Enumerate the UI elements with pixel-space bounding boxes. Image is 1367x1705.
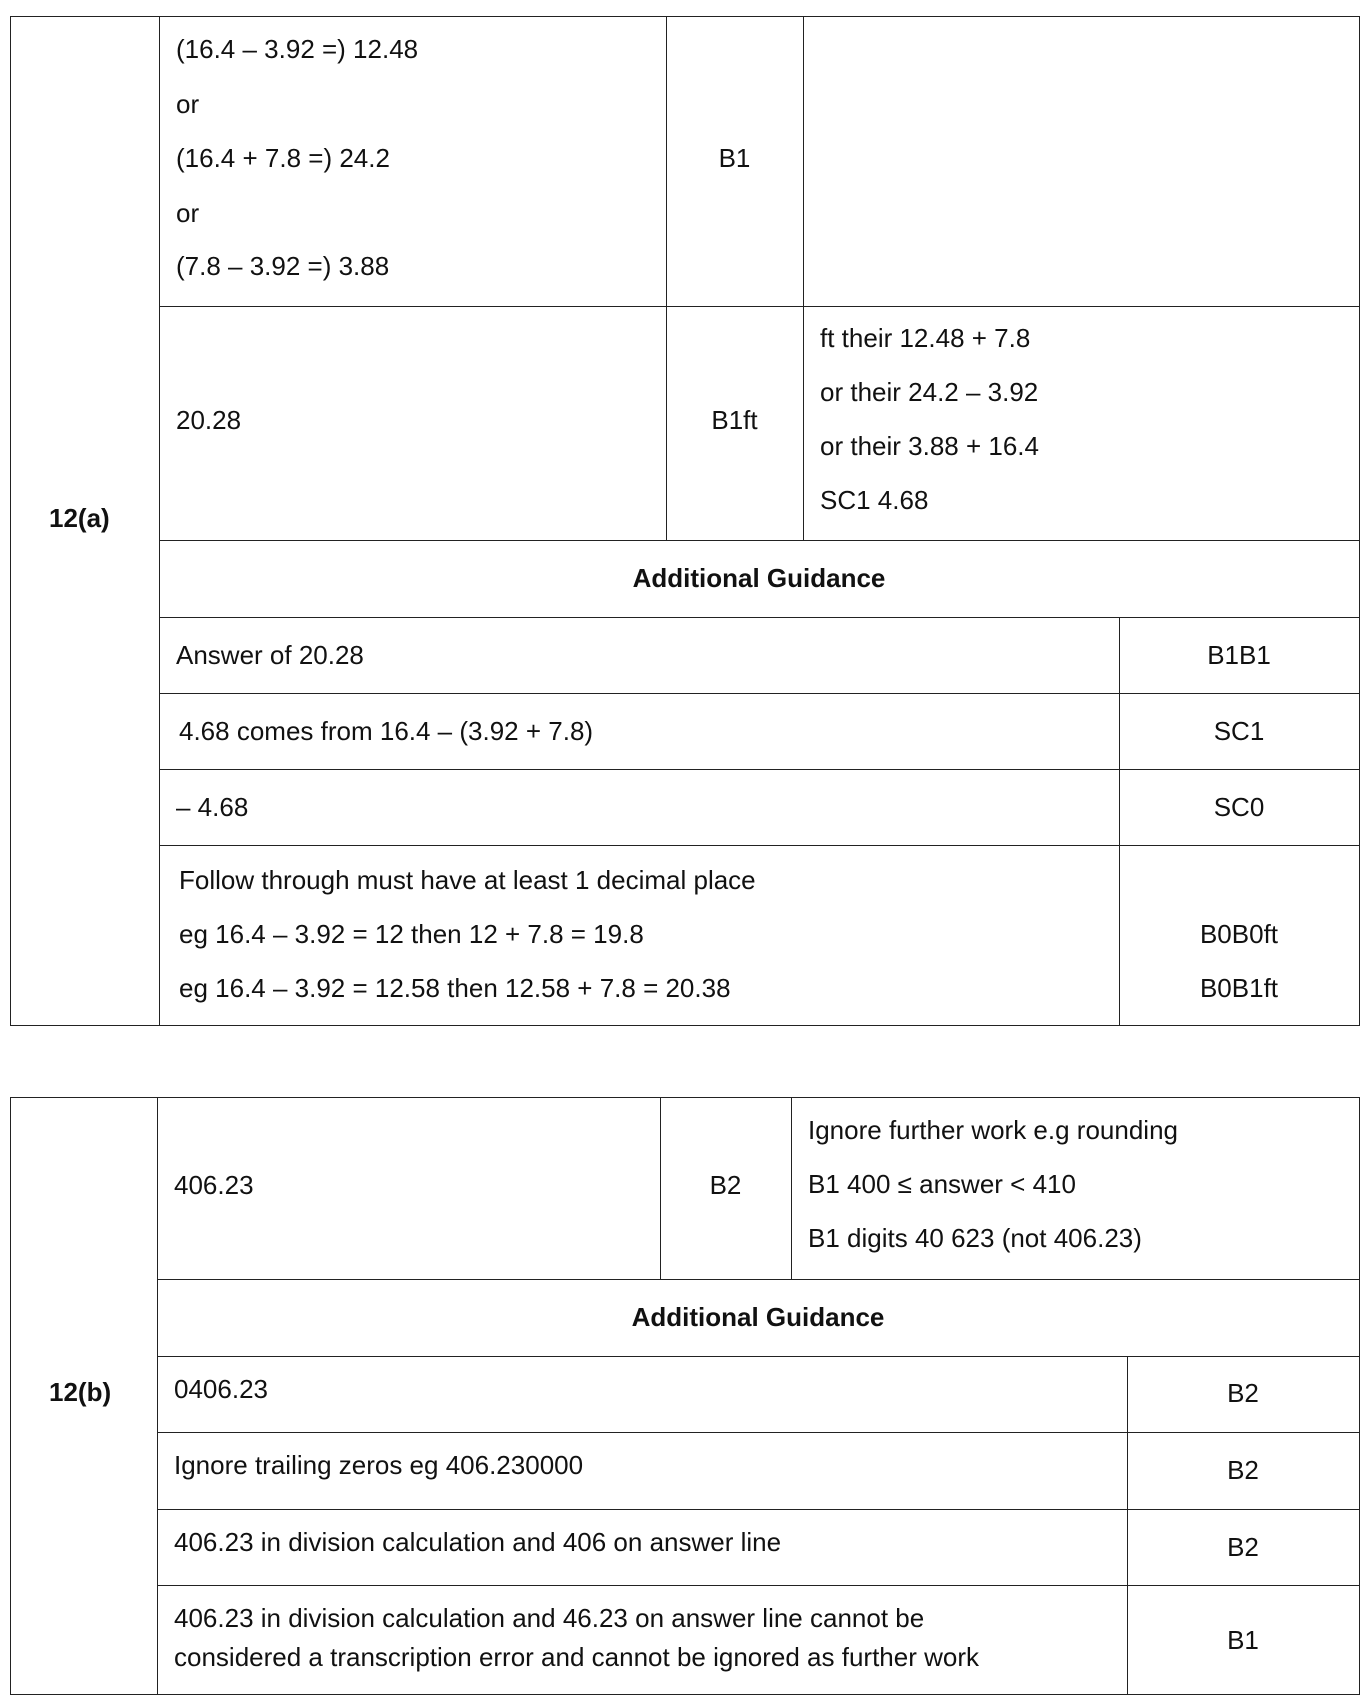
guidance-mark: B2	[1227, 1378, 1259, 1408]
guidance-text: Ignore trailing zeros eg 406.230000	[174, 1450, 584, 1480]
guidance-mark: B1B1	[1207, 640, 1271, 670]
guidance-text: Answer of 20.28	[176, 640, 364, 670]
guidance-text: – 4.68	[176, 792, 249, 822]
answer-line: 406.23	[174, 1170, 254, 1200]
comment-line: or their 24.2 – 3.92	[820, 377, 1039, 407]
comment-line: ft their 12.48 + 7.8	[820, 323, 1031, 353]
question-label: 12(a)	[49, 503, 110, 533]
comment-line: Ignore further work e.g rounding	[808, 1115, 1178, 1145]
guidance-title: Additional Guidance	[631, 1302, 885, 1332]
comment-line: B1 digits 40 623 (not 406.23)	[808, 1223, 1142, 1253]
mark-label: B1	[718, 143, 751, 173]
question-12b-table	[10, 1097, 1360, 1695]
guidance-title: Additional Guidance	[632, 563, 886, 593]
comment-line: B1 400 ≤ answer < 410	[808, 1169, 1076, 1199]
mark-label: B2	[709, 1170, 742, 1200]
guidance-text: Follow through must have at least 1 decimal place	[179, 865, 756, 895]
answer-line: or	[176, 89, 200, 119]
comment-line: or their 3.88 + 16.4	[820, 431, 1039, 461]
guidance-mark: B2	[1227, 1532, 1259, 1562]
question-label: 12(b)	[49, 1377, 112, 1407]
answer-line: (16.4 + 7.8 =) 24.2	[176, 143, 390, 173]
guidance-text: considered a transcription error and cannot be ignored as further work	[174, 1642, 979, 1672]
guidance-text: eg 16.4 – 3.92 = 12.58 then 12.58 + 7.8 = 20.38	[179, 973, 731, 1003]
guidance-text: 4.68 comes from 16.4 – (3.92 + 7.8)	[179, 716, 594, 746]
guidance-text: 0406.23	[174, 1374, 268, 1404]
guidance-mark: SC0	[1213, 792, 1265, 822]
guidance-mark: B0B0ft	[1199, 919, 1279, 949]
guidance-text: 406.23 in division calculation and 406 on answer line	[174, 1527, 782, 1557]
guidance-mark: B0B1ft	[1199, 973, 1279, 1003]
answer-line: or	[176, 198, 200, 228]
mark-label: B1ft	[711, 405, 758, 435]
answer-line: 20.28	[176, 405, 242, 435]
answer-line: (7.8 – 3.92 =) 3.88	[176, 251, 390, 281]
guidance-mark: B1	[1227, 1625, 1259, 1655]
guidance-mark: SC1	[1213, 716, 1265, 746]
comment-line: SC1 4.68	[820, 485, 929, 515]
guidance-text: eg 16.4 – 3.92 = 12 then 12 + 7.8 = 19.8	[179, 919, 644, 949]
answer-line: (16.4 – 3.92 =) 12.48	[176, 34, 419, 64]
guidance-mark: B2	[1227, 1455, 1259, 1485]
question-12a-table	[10, 16, 1360, 1026]
guidance-text: 406.23 in division calculation and 46.23 on answer line cannot be	[174, 1603, 925, 1633]
